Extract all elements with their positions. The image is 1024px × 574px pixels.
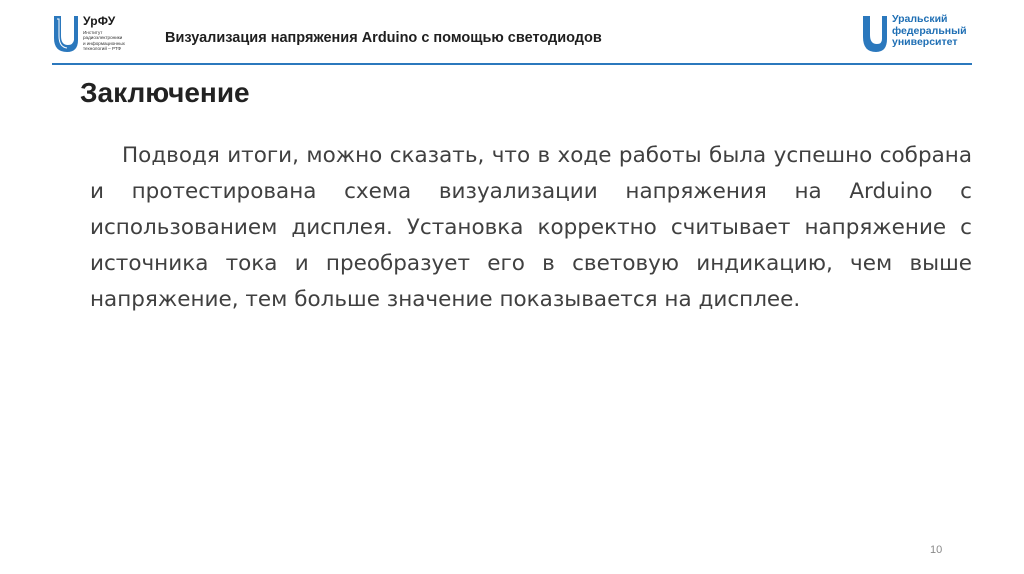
urfu-logo-icon (862, 15, 888, 53)
institute-line: технологий – РТФ (83, 46, 121, 52)
right-logo-name (892, 14, 967, 49)
left-logo-brand: УрФУ (83, 14, 116, 28)
university-name-line: федеральный (892, 24, 967, 37)
body-paragraph: Подводя итоги, можно сказать, что в ходе работы была успешно собрана и протестирована схема визуализации напряжения на Arduino с использованием дисплея. Установка корректно считывает напряжение с источника тока и преобразует его в световую индикацию, чем выше напряжение, тем больше значение показывается на дисплее. (90, 143, 972, 312)
institute-line: и информационных (83, 40, 125, 46)
urfu-logo-icon (52, 14, 80, 54)
header-divider (52, 63, 972, 65)
header-title: Визуализация напряжения Arduino с помощью светодиодов (165, 30, 602, 46)
institute-line: радиоэлектроники (83, 35, 123, 41)
university-name-line: Уральский (892, 13, 948, 25)
left-logo (52, 14, 142, 56)
right-logo (862, 14, 972, 58)
page-number: 10 (930, 544, 943, 556)
left-logo-institute (83, 30, 143, 52)
university-name-line: университет (892, 36, 958, 48)
page-title: Заключение (80, 77, 250, 108)
institute-line: Институт (83, 30, 103, 35)
